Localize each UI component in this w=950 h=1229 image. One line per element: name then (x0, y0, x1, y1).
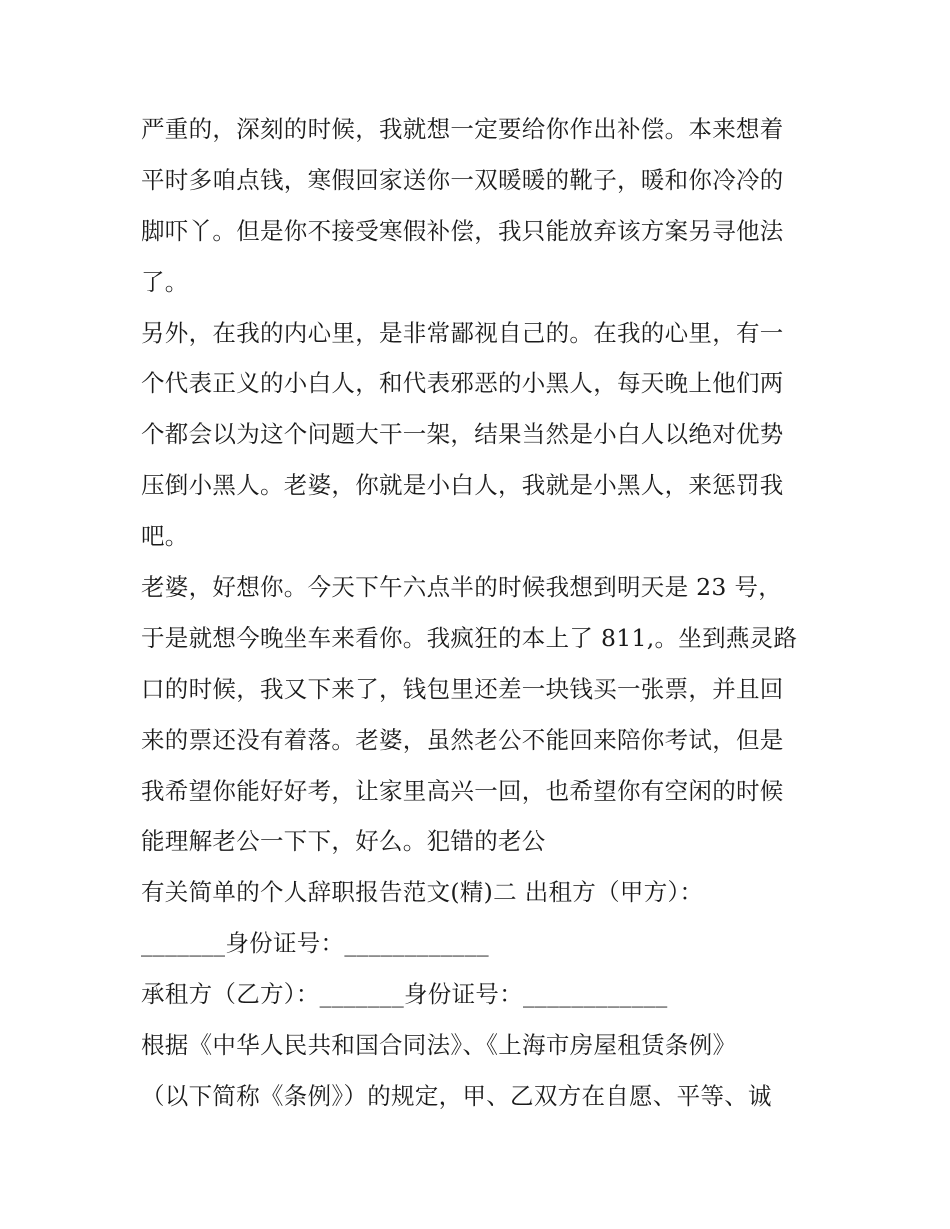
text-line: 我希望你能好好考，让家里高兴一回，也希望你有空闲的时候 (141, 776, 784, 805)
text-line: 根据《中华人民共和国合同法》、《上海市房屋租赁条例》 (141, 1031, 737, 1060)
text-line: 来的票还没有着落。老婆，虽然老公不能回来陪你考试，但是 (141, 725, 784, 754)
text-line: 严重的，深刻的时候，我就想一定要给你作出补偿。本来想着 (141, 115, 784, 143)
text-line: 了。 (141, 267, 189, 296)
text-line: （以下简称《条例》）的规定，甲、乙双方在自愿、平等、诚 (141, 1081, 772, 1110)
text-line: 承租方（乙方）：_______身份证号：____________ (141, 980, 668, 1009)
text-line: 个代表正义的小白人，和代表邪恶的小黑人，每天晚上他们两 (141, 369, 784, 398)
text-line: 能理解老公一下下，好么。犯错的老公 (141, 827, 546, 856)
text-line: 脚吓丫。但是你不接受寒假补偿，我只能放弃该方案另寻他法 (141, 216, 784, 245)
text-line: 吧。 (141, 522, 189, 551)
text-line: _______身份证号：____________ (141, 929, 489, 958)
text-line: 于是就想今晚坐车来看你。我疯狂的本上了 811,。坐到燕灵路 (141, 623, 798, 652)
text-line: 个都会以为这个问题大干一架，结果当然是小白人以绝对优势 (141, 420, 784, 449)
text-line: 老婆，好想你。今天下午六点半的时候我想到明天是 23 号， (141, 573, 783, 602)
text-line: 口的时候，我又下来了，钱包里还差一块钱买一张票，并且回 (141, 674, 784, 703)
text-line: 有关简单的个人辞职报告范文(精)二 出租方（甲方）： (141, 878, 704, 907)
text-line: 压倒小黑人。老婆，你就是小白人，我就是小黑人，来惩罚我 (141, 471, 784, 500)
document-body (141, 104, 821, 1122)
text-line: 平时多咱点钱，寒假回家送你一双暖暖的靴子，暖和你冷冷的 (141, 165, 784, 194)
text-line: 另外，在我的内心里，是非常鄙视自己的。在我的心里，有一 (141, 318, 784, 347)
